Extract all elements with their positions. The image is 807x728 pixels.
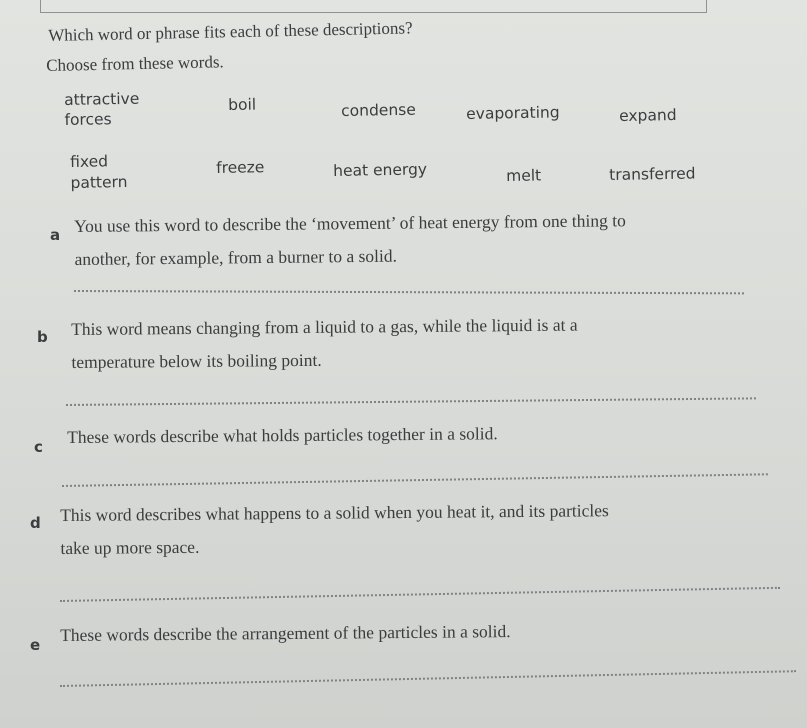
word-bank-item: freeze (216, 158, 265, 177)
word-bank-item: evaporating (466, 103, 560, 123)
word-bank-item: boil (228, 95, 257, 114)
word-bank-item: fixed pattern (70, 152, 128, 192)
item-description-line: These words describe the arrangement of the particles in a solid. (60, 621, 511, 645)
item-description-line: These words describe what holds particles together in a solid. (67, 423, 498, 447)
item-description-line: temperature below its boiling point. (71, 349, 322, 372)
item-description-line: This word means changing from a liquid to a gas, while the liquid is at a (71, 314, 578, 339)
answer-line[interactable] (60, 587, 780, 602)
item-description (67, 417, 498, 454)
word-bank-item: transferred (609, 164, 696, 184)
answer-line[interactable] (74, 290, 744, 294)
item-description (71, 309, 578, 379)
word-bank-item: melt (506, 166, 542, 185)
item-description (60, 494, 609, 565)
item-letter: d (30, 514, 41, 532)
item-letter: e (30, 636, 41, 654)
word-bank-item: heat energy (333, 160, 428, 180)
word-bank-item: attractive forces (64, 89, 140, 129)
previous-answer-box (40, 0, 707, 13)
answer-line[interactable] (60, 670, 796, 687)
word-bank-item: condense (341, 100, 416, 120)
answer-line[interactable] (62, 473, 768, 487)
answer-line[interactable] (66, 397, 756, 406)
item-description-line: You use this word to describe the ‘movement’ of heat energy from one thing to (74, 210, 626, 236)
word-bank-item: expand (619, 105, 677, 125)
item-description (60, 615, 511, 652)
item-letter: a (50, 226, 61, 244)
question-heading: Which word or phrase fits each of these descriptions? (48, 18, 413, 45)
item-description-line: take up more space. (60, 536, 200, 558)
item-description-line: another, for example, from a burner to a solid. (74, 245, 398, 269)
instruction-text: Choose from these words. (46, 52, 224, 75)
item-description (74, 204, 626, 276)
item-letter: b (37, 328, 48, 346)
item-letter: c (34, 438, 43, 456)
item-description-line: This word describes what happens to a solid when you heat it, and its particles (60, 500, 609, 525)
